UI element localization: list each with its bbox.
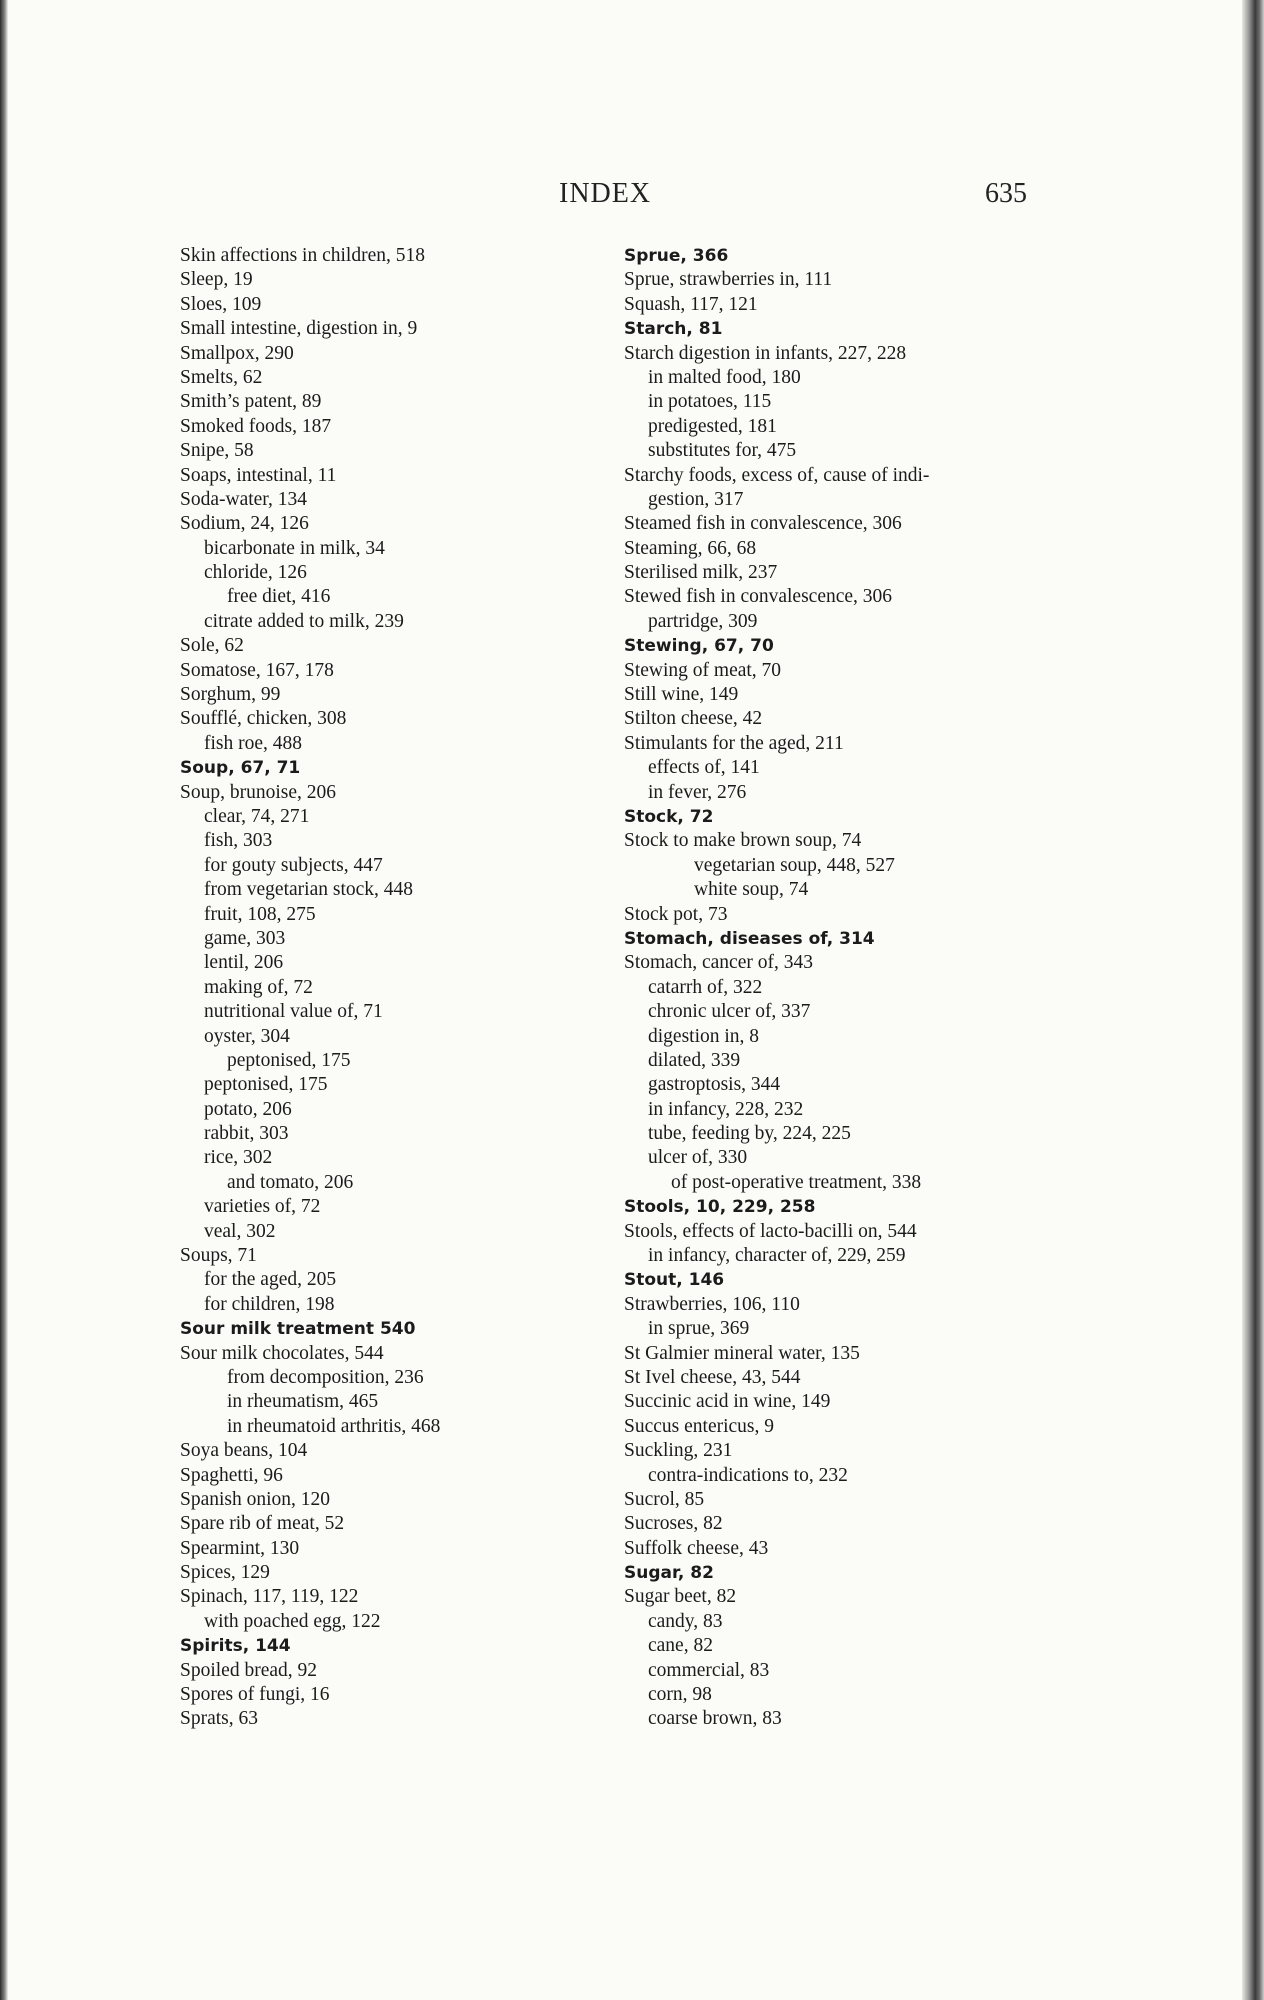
index-entry: in sprue, 369 — [648, 1318, 750, 1340]
index-entry: ulcer of, 330 — [648, 1147, 748, 1169]
book-spine-edge — [1242, 0, 1264, 2000]
index-entry: Smoked foods, 187 — [180, 415, 332, 437]
index-entry: Spanish onion, 120 — [180, 1488, 331, 1510]
index-entry: oyster, 304 — [204, 1025, 290, 1047]
index-entry: Stock to make brown soup, 74 — [624, 830, 862, 852]
index-entry: gastroptosis, 344 — [648, 1074, 781, 1096]
index-entry: game, 303 — [204, 927, 286, 949]
index-entry: for gouty subjects, 447 — [204, 854, 383, 876]
index-heading-entry: Starch, 81 — [624, 319, 723, 340]
index-entry: Sucrol, 85 — [624, 1488, 705, 1510]
index-entry: nutritional value of, 71 — [204, 1001, 383, 1023]
index-entry: Sugar beet, 82 — [624, 1586, 737, 1608]
index-entry: Stock pot, 73 — [624, 903, 728, 925]
index-entry: in malted food, 180 — [648, 366, 801, 388]
index-entry: in rheumatism, 465 — [227, 1391, 379, 1413]
index-entry: Spices, 129 — [180, 1562, 270, 1584]
index-entry: Spare rib of meat, 52 — [180, 1513, 345, 1535]
index-entry: catarrh of, 322 — [648, 976, 763, 998]
index-entry: in infancy, 228, 232 — [648, 1098, 804, 1120]
index-heading-entry: Stools, 10, 229, 258 — [624, 1197, 816, 1218]
index-entry: in potatoes, 115 — [648, 391, 772, 413]
index-entry: Sterilised milk, 237 — [624, 562, 778, 584]
index-entry: potato, 206 — [204, 1098, 292, 1120]
index-entry: Snipe, 58 — [180, 440, 254, 462]
index-entry: Stomach, cancer of, 343 — [624, 952, 813, 974]
index-entry: from vegetarian stock, 448 — [204, 879, 414, 901]
index-entry: vegetarian soup, 448, 527 — [694, 854, 895, 876]
index-entry: Strawberries, 106, 110 — [624, 1293, 800, 1315]
index-entry: making of, 72 — [204, 976, 313, 998]
index-entry: Soup, brunoise, 206 — [180, 781, 336, 803]
index-entry: rabbit, 303 — [204, 1123, 289, 1145]
index-heading-entry: Stewing, 67, 70 — [624, 636, 774, 657]
index-column-left — [180, 244, 620, 1732]
index-entry: veal, 302 — [204, 1220, 276, 1242]
index-entry: Succus entericus, 9 — [624, 1415, 775, 1437]
index-entry: Stewed fish in convalescence, 306 — [624, 586, 893, 608]
index-entry: tube, feeding by, 224, 225 — [648, 1123, 851, 1145]
index-entry: Steamed fish in convalescence, 306 — [624, 513, 902, 535]
index-entry: Sleep, 19 — [180, 269, 253, 291]
index-entry: lentil, 206 — [204, 952, 284, 974]
index-entry: Soufflé, chicken, 308 — [180, 708, 347, 730]
index-entry: in infancy, character of, 229, 259 — [648, 1245, 906, 1267]
index-entry: for children, 198 — [204, 1293, 335, 1315]
index-heading-entry: Spirits, 144 — [180, 1636, 291, 1657]
index-entry: of post-operative treatment, 338 — [671, 1171, 922, 1193]
index-entry: contra-indications to, 232 — [648, 1464, 848, 1486]
index-entry: Squash, 117, 121 — [624, 293, 758, 315]
index-entry: digestion in, 8 — [648, 1025, 760, 1047]
index-entry: fruit, 108, 275 — [204, 903, 316, 925]
index-entry: substitutes for, 475 — [648, 440, 797, 462]
index-heading-entry: Stock, 72 — [624, 806, 714, 827]
index-entry: Stimulants for the aged, 211 — [624, 732, 844, 754]
index-entry: coarse brown, 83 — [648, 1708, 782, 1730]
running-head: INDEX — [559, 178, 652, 209]
index-entry: peptonised, 175 — [227, 1049, 351, 1071]
index-heading-entry: Sugar, 82 — [624, 1563, 714, 1584]
index-heading-entry: Sour milk treatment 540 — [180, 1319, 416, 1340]
index-entry: Spoiled bread, 92 — [180, 1659, 318, 1681]
index-entry: Soda-water, 134 — [180, 488, 308, 510]
index-heading-entry: Stomach, diseases of, 314 — [624, 928, 875, 949]
index-entry: clear, 74, 271 — [204, 805, 310, 827]
index-entry: Spores of fungi, 16 — [180, 1684, 330, 1706]
index-entry: rice, 302 — [204, 1147, 273, 1169]
index-entry: cane, 82 — [648, 1635, 713, 1657]
index-entry: peptonised, 175 — [204, 1074, 328, 1096]
index-entry: Smelts, 62 — [180, 366, 263, 388]
index-entry: chronic ulcer of, 337 — [648, 1001, 811, 1023]
index-entry: corn, 98 — [648, 1684, 712, 1706]
page-left-edge — [0, 0, 8, 2000]
index-entry: Sprats, 63 — [180, 1708, 258, 1730]
index-entry: Spinach, 117, 119, 122 — [180, 1586, 359, 1608]
index-entry: chloride, 126 — [204, 562, 307, 584]
index-heading-entry: Soup, 67, 71 — [180, 758, 301, 779]
index-entry: Stewing of meat, 70 — [624, 659, 782, 681]
index-entry: Stools, effects of lacto-bacilli on, 544 — [624, 1220, 917, 1242]
index-entry: Sole, 62 — [180, 635, 244, 657]
index-entry: white soup, 74 — [694, 879, 809, 901]
index-entry: citrate added to milk, 239 — [204, 610, 404, 632]
index-entry: Spearmint, 130 — [180, 1537, 300, 1559]
index-entry: effects of, 141 — [648, 757, 760, 779]
index-entry: Smallpox, 290 — [180, 342, 294, 364]
index-entry: St Galmier mineral water, 135 — [624, 1342, 860, 1364]
index-entry: Skin affections in children, 518 — [180, 245, 425, 266]
index-entry: Soya beans, 104 — [180, 1440, 308, 1462]
index-entry: fish roe, 488 — [204, 732, 303, 754]
index-entry: Sour milk chocolates, 544 — [180, 1342, 384, 1364]
index-column-right — [624, 244, 1044, 1732]
index-entry: Sucroses, 82 — [624, 1513, 723, 1535]
index-entry: predigested, 181 — [648, 415, 777, 437]
index-entry: Spaghetti, 96 — [180, 1464, 283, 1486]
index-entry: Succinic acid in wine, 149 — [624, 1391, 831, 1413]
index-entry: in rheumatoid arthritis, 468 — [227, 1415, 441, 1437]
index-entry: for the aged, 205 — [204, 1269, 337, 1291]
index-entry: Starch digestion in infants, 227, 228 — [624, 342, 907, 364]
index-entry: Sprue, strawberries in, 111 — [624, 269, 833, 291]
index-entry: Sloes, 109 — [180, 293, 262, 315]
index-entry: Sorghum, 99 — [180, 684, 281, 706]
index-entry: Somatose, 167, 178 — [180, 659, 334, 681]
index-entry: dilated, 339 — [648, 1049, 741, 1071]
index-entry: Small intestine, digestion in, 9 — [180, 318, 418, 340]
index-entry: commercial, 83 — [648, 1659, 770, 1681]
page-number: 635 — [985, 178, 1027, 209]
index-entry: from decomposition, 236 — [227, 1366, 424, 1388]
index-entry: St Ivel cheese, 43, 544 — [624, 1366, 801, 1388]
index-entry: Stilton cheese, 42 — [624, 708, 763, 730]
index-entry: bicarbonate in milk, 34 — [204, 537, 385, 559]
index-entry: Soaps, intestinal, 11 — [180, 464, 337, 486]
index-entry: in fever, 276 — [648, 781, 747, 803]
index-entry: with poached egg, 122 — [204, 1610, 381, 1632]
index-entry: Starchy foods, excess of, cause of indi- — [624, 464, 930, 486]
index-heading-entry: Sprue, 366 — [624, 246, 729, 266]
index-entry: Soups, 71 — [180, 1245, 257, 1267]
index-entry: and tomato, 206 — [227, 1171, 354, 1193]
index-entry: fish, 303 — [204, 830, 273, 852]
index-heading-entry: Stout, 146 — [624, 1270, 725, 1291]
index-entry: Steaming, 66, 68 — [624, 537, 757, 559]
index-entry: varieties of, 72 — [204, 1196, 321, 1218]
index-entry: Suffolk cheese, 43 — [624, 1537, 769, 1559]
index-entry: partridge, 309 — [648, 610, 758, 632]
index-entry: free diet, 416 — [227, 586, 331, 608]
index-entry: Sodium, 24, 126 — [180, 513, 309, 535]
index-entry: gestion, 317 — [648, 488, 744, 510]
index-entry: Suckling, 231 — [624, 1440, 733, 1462]
index-entry: candy, 83 — [648, 1610, 723, 1632]
index-entry: Still wine, 149 — [624, 684, 739, 706]
index-entry: Smith’s patent, 89 — [180, 391, 322, 413]
